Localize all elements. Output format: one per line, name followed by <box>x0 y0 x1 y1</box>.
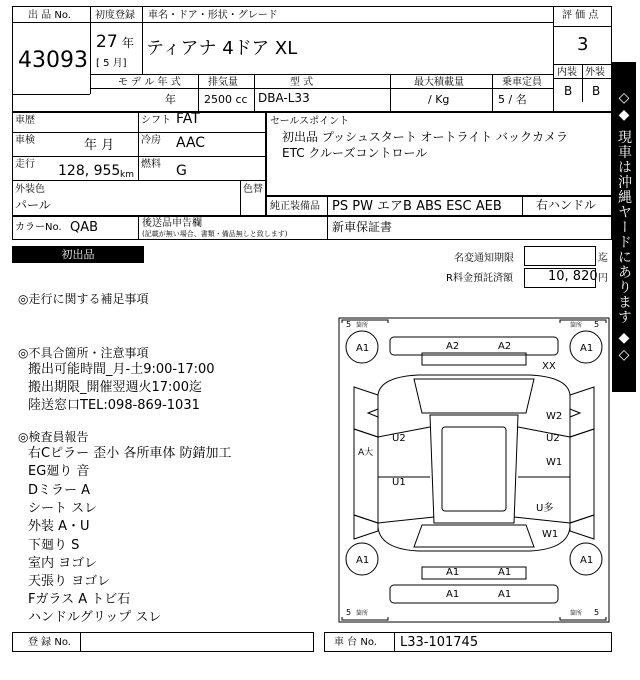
shift: FAT <box>176 111 200 127</box>
recycle-value: 10, 820 <box>548 269 598 284</box>
model-year-unit: 年 <box>165 93 176 106</box>
capacity: 5 / 名 <box>498 93 527 106</box>
damage-mark: U多 <box>536 503 554 514</box>
damage-mark: U2 <box>546 433 560 444</box>
max-load-label: 最大積載量 <box>414 77 464 88</box>
contact: 陸送窓口TEL:098-869-1031 <box>28 398 200 413</box>
reg-no-label: 登 録 No. <box>28 637 71 648</box>
color-code: QAB <box>70 220 99 235</box>
corner-count: 5 <box>594 320 600 329</box>
inspector-line: 下廻り S <box>28 538 80 553</box>
corner-count: 5 <box>346 320 352 329</box>
side-banner: ◇◆ 現車は沖縄ヤードにあります ◆◇ <box>612 62 636 392</box>
damage-mark: W1 <box>546 457 563 468</box>
corner-unit: 箇所 <box>356 610 369 617</box>
mileage: 128, 955 <box>58 163 121 179</box>
history-label: 車歴 <box>15 115 35 126</box>
sales-point-line2: ETC クルーズコントロール <box>282 146 428 160</box>
model-year-label: モ デ ル 年 式 <box>118 77 181 88</box>
damage-mark: U2 <box>392 433 406 444</box>
damage-mark: W2 <box>546 411 563 422</box>
damage-mark: U1 <box>392 477 406 488</box>
capacity-label: 乗車定員 <box>502 77 542 88</box>
inspector-line: Dミラー A <box>28 483 91 498</box>
displacement: 2500 cc <box>204 93 248 106</box>
interior-label: 内装 <box>557 67 577 78</box>
car-name-label: 車名・ドア・形状・グレード <box>148 10 278 21</box>
ac: AAC <box>176 135 206 151</box>
score: 3 <box>577 34 589 55</box>
model: DBA-L33 <box>258 91 310 105</box>
model-label: 型 式 <box>290 77 314 88</box>
chassis-label: 車 台 No. <box>334 637 377 648</box>
fuel: G <box>176 163 187 179</box>
damage-mark: A2 <box>446 341 460 352</box>
chassis-no: L33-101745 <box>400 635 479 650</box>
equipment-items: PS PW エアB ABS ESC AEB <box>332 199 502 214</box>
color-code-label: カラーNo. <box>15 222 62 233</box>
name-change-label: 名変通知期限 <box>454 253 514 264</box>
damage-mark: A1 <box>446 589 460 600</box>
exterior-label: 外装 <box>585 67 605 78</box>
corner-unit: 箇所 <box>570 610 583 617</box>
damage-mark: A1 <box>446 567 460 578</box>
inspector-line: 外装 A・U <box>28 519 90 534</box>
car-name: ティアナ 4ドア XL <box>146 38 298 59</box>
corner-count: 5 <box>346 608 352 617</box>
later-equip-label: 後送品申告欄 <box>142 218 202 229</box>
color-code-frame <box>12 216 612 240</box>
damage-mark: A大 <box>358 448 374 458</box>
name-change-suffix: 迄 <box>598 253 608 264</box>
lot-no: 43093 <box>18 48 88 73</box>
first-reg-month: [ 5 月] <box>96 58 127 69</box>
color-no-label: 色替 <box>243 184 263 195</box>
recycle-unit: 円 <box>598 273 608 284</box>
pickup-hours: 搬出可能時間_月-土9:00-17:00 <box>28 362 215 377</box>
damage-mark: A1 <box>580 555 594 566</box>
inspector-line: EG廻り 音 <box>28 464 90 479</box>
damage-mark: A1 <box>356 555 370 566</box>
inspector-line: 天張り ヨゴレ <box>28 574 111 589</box>
score-label: 評 価 点 <box>562 10 599 21</box>
damage-mark: A1 <box>356 343 370 354</box>
equipment-label: 純正装備品 <box>270 201 320 212</box>
corner-count: 5 <box>594 608 600 617</box>
damage-mark: W1 <box>542 529 559 540</box>
ext-color: パール <box>15 198 51 212</box>
inspector-line: ハンドルグリップ スレ <box>28 610 162 625</box>
lot-no-label: 出 品 No. <box>28 10 71 21</box>
later-equip-note: (記載が無い場合、書類・備品無しと致します) <box>142 230 288 238</box>
inspection-value: 年 月 <box>84 138 115 153</box>
driving-notes-title: ◎走行に関する補足事項 <box>18 292 149 306</box>
exterior-grade: B <box>592 84 601 98</box>
displacement-label: 排気量 <box>208 77 238 88</box>
sales-point-line1: 初出品 プッシュスタート オートライト バックカメラ <box>282 130 569 144</box>
interior-grade: B <box>564 84 573 98</box>
max-load: / Kg <box>428 93 450 106</box>
fuel-label: 燃料 <box>141 159 161 170</box>
inspector-line: 右Cピラー 歪小 各所車体 防錆加工 <box>28 446 232 461</box>
pickup-deadline: 搬出期限_開催翌週火17:00迄 <box>28 380 202 395</box>
recycle-label: R料金預託済額 <box>446 273 513 284</box>
inspector-line: Fガラス A トビ石 <box>28 592 131 607</box>
inspector-line: 室内 ヨゴレ <box>28 556 98 571</box>
damage-mark: A1 <box>498 567 512 578</box>
damage-mark: A1 <box>498 589 512 600</box>
corner-unit: 箇所 <box>570 322 583 329</box>
first-reg-label: 初度登録 <box>95 10 135 21</box>
first-listing-badge: 初出品 <box>12 246 144 263</box>
mileage-label: 走行 <box>15 159 35 170</box>
ext-color-label: 外装色 <box>15 184 45 195</box>
inspector-line: シート スレ <box>28 501 98 516</box>
sales-point-label: セールスポイント <box>270 116 350 127</box>
damage-mark: XX <box>542 361 556 372</box>
new-warranty: 新車保証書 <box>332 220 393 234</box>
damage-mark: A1 <box>580 343 594 354</box>
corner-unit: 箇所 <box>356 322 369 329</box>
damage-diagram <box>338 317 610 623</box>
shift-label: シフト <box>141 115 171 126</box>
inspector-title: ◎検査員報告 <box>18 430 89 444</box>
inspection-label: 車検 <box>15 135 35 146</box>
steering: 右ハンドル <box>536 198 597 212</box>
mileage-unit: km <box>120 170 134 180</box>
name-change-box <box>524 246 596 266</box>
year-unit: 年 <box>122 36 135 50</box>
first-reg-year: 27 <box>96 32 118 52</box>
defects-title: ◎不具合箇所・注意事項 <box>18 346 149 360</box>
damage-mark: A2 <box>498 341 512 352</box>
ac-label: 冷房 <box>141 135 161 146</box>
